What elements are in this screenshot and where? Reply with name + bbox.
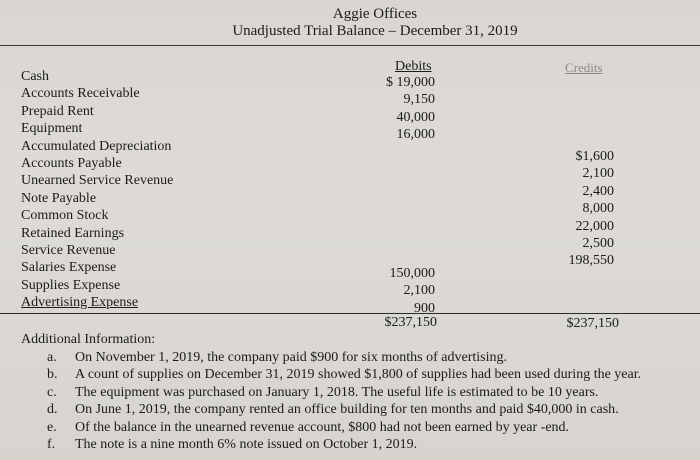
debit-amount: 900 <box>414 300 435 316</box>
account-name: Supplies Expense <box>21 277 121 293</box>
additional-info-list <box>47 349 641 453</box>
account-name: Service Revenue <box>21 243 116 259</box>
debit-amounts-top <box>386 74 435 144</box>
credit-amount: 2,400 <box>582 183 614 199</box>
debit-amount: 16,000 <box>396 127 435 143</box>
credit-amount: 2,100 <box>582 166 614 182</box>
credit-amount: 8,000 <box>582 201 614 217</box>
account-name: Note Payable <box>21 190 97 206</box>
document-title <box>0 6 700 40</box>
credit-amount: 198,550 <box>568 253 614 269</box>
debit-amount: 150,000 <box>389 266 435 281</box>
trial-balance-subtitle: Unadjusted Trial Balance – December 31, 2019 <box>232 23 518 39</box>
account-name: Accumulated Depreciation <box>21 138 172 154</box>
account-name: Retained Earnings <box>21 225 125 241</box>
item-letter: f. <box>47 437 56 453</box>
header-divider <box>0 45 700 46</box>
list-item <box>47 349 641 366</box>
debits-column-header: Debits <box>395 59 432 74</box>
item-letter: b. <box>47 367 58 383</box>
list-item <box>47 366 641 383</box>
credit-amount: 2,500 <box>582 236 614 252</box>
item-letter: c. <box>47 384 57 400</box>
item-text: On November 1, 2019, the company paid $900 for six months of advertising. <box>75 350 507 365</box>
debit-amount: 2,100 <box>403 283 435 299</box>
debit-total: $237,150 <box>384 315 437 330</box>
credit-amount: $1,600 <box>575 149 614 164</box>
account-name: Unearned Service Revenue <box>21 173 174 189</box>
debit-amount: 9,150 <box>403 92 435 108</box>
item-text: A count of supplies on December 31, 2019 showed $1,800 of supplies had been used during the year. <box>75 367 642 383</box>
item-text: Of the balance in the unearned revenue account, $800 had not been earned by year -end. <box>75 419 570 435</box>
company-name: Aggie Offices <box>332 6 418 22</box>
account-name: Accounts Receivable <box>21 86 140 102</box>
account-name: Equipment <box>21 121 83 137</box>
list-item <box>47 384 641 401</box>
item-text: On June 1, 2019, the company rented an office building for ten months and paid $40,000 in cash. <box>75 402 619 418</box>
credit-amounts <box>569 148 615 270</box>
credits-column-header: Credits <box>565 60 603 75</box>
account-name: Salaries Expense <box>21 260 117 276</box>
item-letter: a. <box>47 350 57 365</box>
debit-amount: 40,000 <box>396 109 435 125</box>
totals-divider <box>0 313 700 314</box>
account-name: Advertising Expense <box>21 295 139 311</box>
additional-info-heading: Additional Information: <box>21 332 156 347</box>
list-item <box>47 436 641 453</box>
account-name: Cash <box>21 69 49 84</box>
debit-amounts-bottom <box>390 265 436 317</box>
account-name: Accounts Payable <box>21 156 122 172</box>
account-name: Prepaid Rent <box>21 103 94 119</box>
credit-total: $237,150 <box>566 316 619 331</box>
account-names-list <box>21 68 173 312</box>
item-text: The equipment was purchased on January 1, 2018. The useful life is estimated to be 10 years. <box>75 384 599 400</box>
item-text: The note is a nine month 6% note issued on October 1, 2019. <box>75 437 418 453</box>
item-letter: d. <box>47 402 58 418</box>
debit-amount: $ 19,000 <box>386 75 435 90</box>
list-item <box>47 419 641 436</box>
credit-amount: 22,000 <box>575 218 614 234</box>
account-name: Common Stock <box>21 208 109 224</box>
item-letter: e. <box>47 419 57 435</box>
list-item <box>47 401 641 418</box>
